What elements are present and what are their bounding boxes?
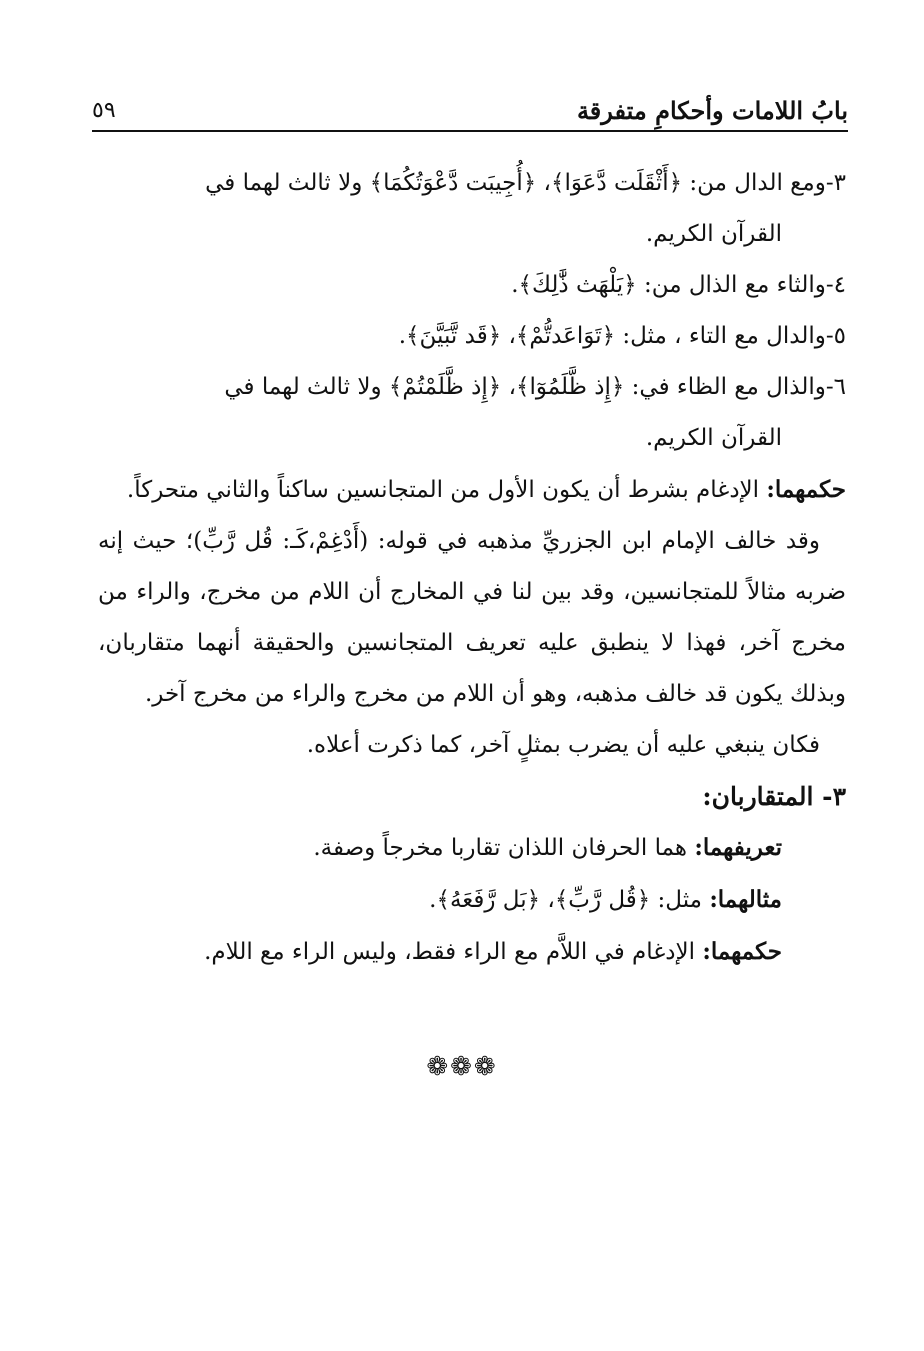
item-text: والثاء مع الذال من: ﴿يَلْهَث ذَّٰلِكَ﴾. xyxy=(511,272,826,298)
ruling-text: الإدغام بشرط أن يكون الأول من المتجانسين ساكناً والثاني متحركاً. xyxy=(126,477,767,503)
chapter-title: بابُ اللامات وأحكامِ متفرقة xyxy=(576,96,848,125)
item-text: والدال مع التاء ، مثل: ﴿تَوَاعَدتُّمْ﴾، ﴿قَد تَّبَيَّنَ﴾. xyxy=(398,323,826,349)
item-continuation: القرآن الكريم. xyxy=(645,425,782,451)
item-text: ومع الدال من: ﴿أَثْقَلَت دَّعَوَا﴾، ﴿أُجِيبَت دَّعْوَتُكُمَا﴾ ولا ثالث لهما في xyxy=(205,170,826,196)
item-continuation: القرآن الكريم. xyxy=(645,221,782,247)
ruling-label: حكمهما: xyxy=(766,476,846,503)
examples-text: مثل: ﴿قُل رَّبِّ﴾، ﴿بَل رَّفَعَهُ﴾. xyxy=(429,887,710,913)
section-heading: ٣- المتقاربان: xyxy=(702,782,846,811)
page-number: ٥٩ xyxy=(92,98,116,123)
list-item xyxy=(98,362,846,413)
ornament-divider: ❁❁❁ xyxy=(426,1052,498,1082)
definition-text: هما الحرفان اللذان تقاربا مخرجاً وصفة. xyxy=(313,835,695,861)
list-item xyxy=(98,311,846,362)
item-text: والذال مع الظاء في: ﴿إِذ ظَّلَمُوٓا﴾، ﴿إِذ ظَّلَمْتُمْ﴾ ولا ثالث لهما في xyxy=(224,374,826,400)
item-number: ٦- xyxy=(825,374,846,400)
examples-paragraph xyxy=(98,874,846,926)
paragraph: فكان ينبغي عليه أن يضرب بمثلٍ آخر، كما ذكرت أعلاه. xyxy=(306,732,820,758)
definition-label: تعريفهما: xyxy=(694,834,782,861)
examples-label: مثالهما: xyxy=(709,886,782,913)
item-number: ٥- xyxy=(825,323,846,349)
item-number: ٣- xyxy=(825,170,846,196)
body-text xyxy=(98,158,846,978)
ruling-paragraph xyxy=(98,464,846,516)
section-ruling-label: حكمهما: xyxy=(702,938,782,965)
paragraph: وقد خالف الإمام ابن الجزريِّ مذهبه في قوله: (أَدْغِمْ،كَـ: قُل رَّبِّ)؛ حيث إنه ضربه مثالاً للمتجانسين، وقد بين لنا في المخارج أن اللام من مخرج، والراء من مخرج آخر، فهذا لا ينطبق عليه تعريف المتجانسين والحقيقة أنهما متقاربان، وبذلك يكون قد خالف مذهبه، وهو أن اللام من مخرج والراء من مخرج آخر. xyxy=(98,528,846,707)
item-number: ٤- xyxy=(825,272,846,298)
header-rule xyxy=(92,130,848,132)
page-header xyxy=(92,96,848,130)
section-ruling-paragraph xyxy=(98,926,846,978)
list-item xyxy=(98,158,846,209)
list-item xyxy=(98,260,846,311)
definition-paragraph xyxy=(98,822,846,874)
section-ruling-text: الإدغام في اللاَّم مع الراء فقط، وليس الراء مع اللام. xyxy=(204,939,703,965)
